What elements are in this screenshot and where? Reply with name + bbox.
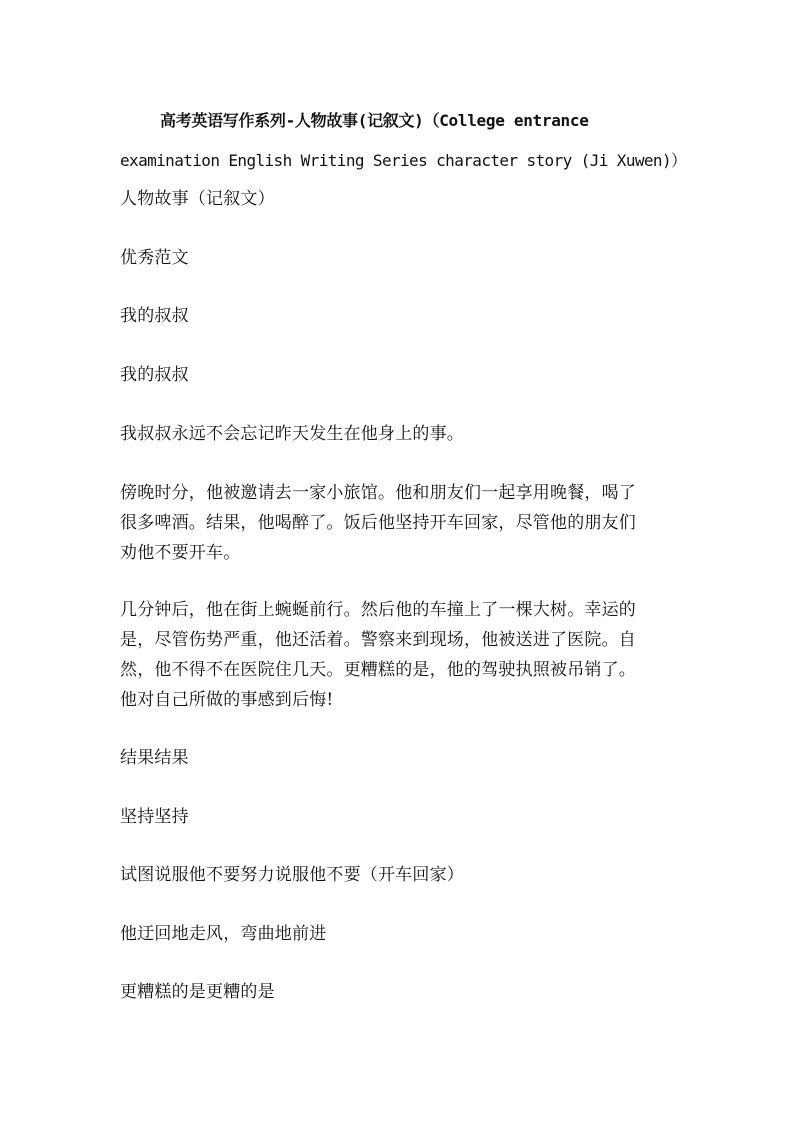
vocab-item: 他迂回地走风，弯曲地前进 [120, 924, 327, 944]
paragraph-3-line-1: 几分钟后，他在街上蜿蜒前行。然后他的车撞上了一棵大树。幸运的 [120, 600, 636, 620]
paragraph-2-line-1: 傍晚时分，他被邀请去一家小旅馆。他和朋友们一起享用晚餐，喝了 [120, 483, 636, 503]
essay-title-repeat: 我的叔叔 [120, 365, 189, 385]
vocab-item: 更糟糕的是更糟的是 [120, 982, 275, 1002]
document-title-line-2: examination English Writing Series character story (Ji Xuwen)） [120, 151, 687, 170]
paragraph-2-line-2: 很多啤酒。结果，他喝醉了。饭后他坚持开车回家，尽管他的朋友们 [120, 513, 636, 533]
paragraph-3-line-4: 他对自己所做的事感到后悔! [120, 690, 334, 710]
document-title-line-1: 高考英语写作系列-人物故事(记叙文)（College entrance [160, 111, 589, 130]
essay-title: 我的叔叔 [120, 306, 189, 326]
section-label: 优秀范文 [120, 248, 189, 268]
paragraph-3-line-2: 是，尽管伤势严重，他还活着。警察来到现场，他被送进了医院。自 [120, 630, 636, 650]
paragraph-1: 我叔叔永远不会忘记昨天发生在他身上的事。 [120, 424, 464, 444]
paragraph-2-line-3: 劝他不要开车。 [120, 543, 241, 563]
vocab-item: 坚持坚持 [120, 807, 189, 827]
paragraph-3-line-3: 然，他不得不在医院住几天。更糟糕的是，他的驾驶执照被吊销了。 [120, 660, 636, 680]
vocab-item: 结果结果 [120, 748, 189, 768]
document-heading: 人物故事（记叙文） [120, 189, 275, 209]
vocab-item: 试图说服他不要努力说服他不要（开车回家） [120, 865, 464, 885]
